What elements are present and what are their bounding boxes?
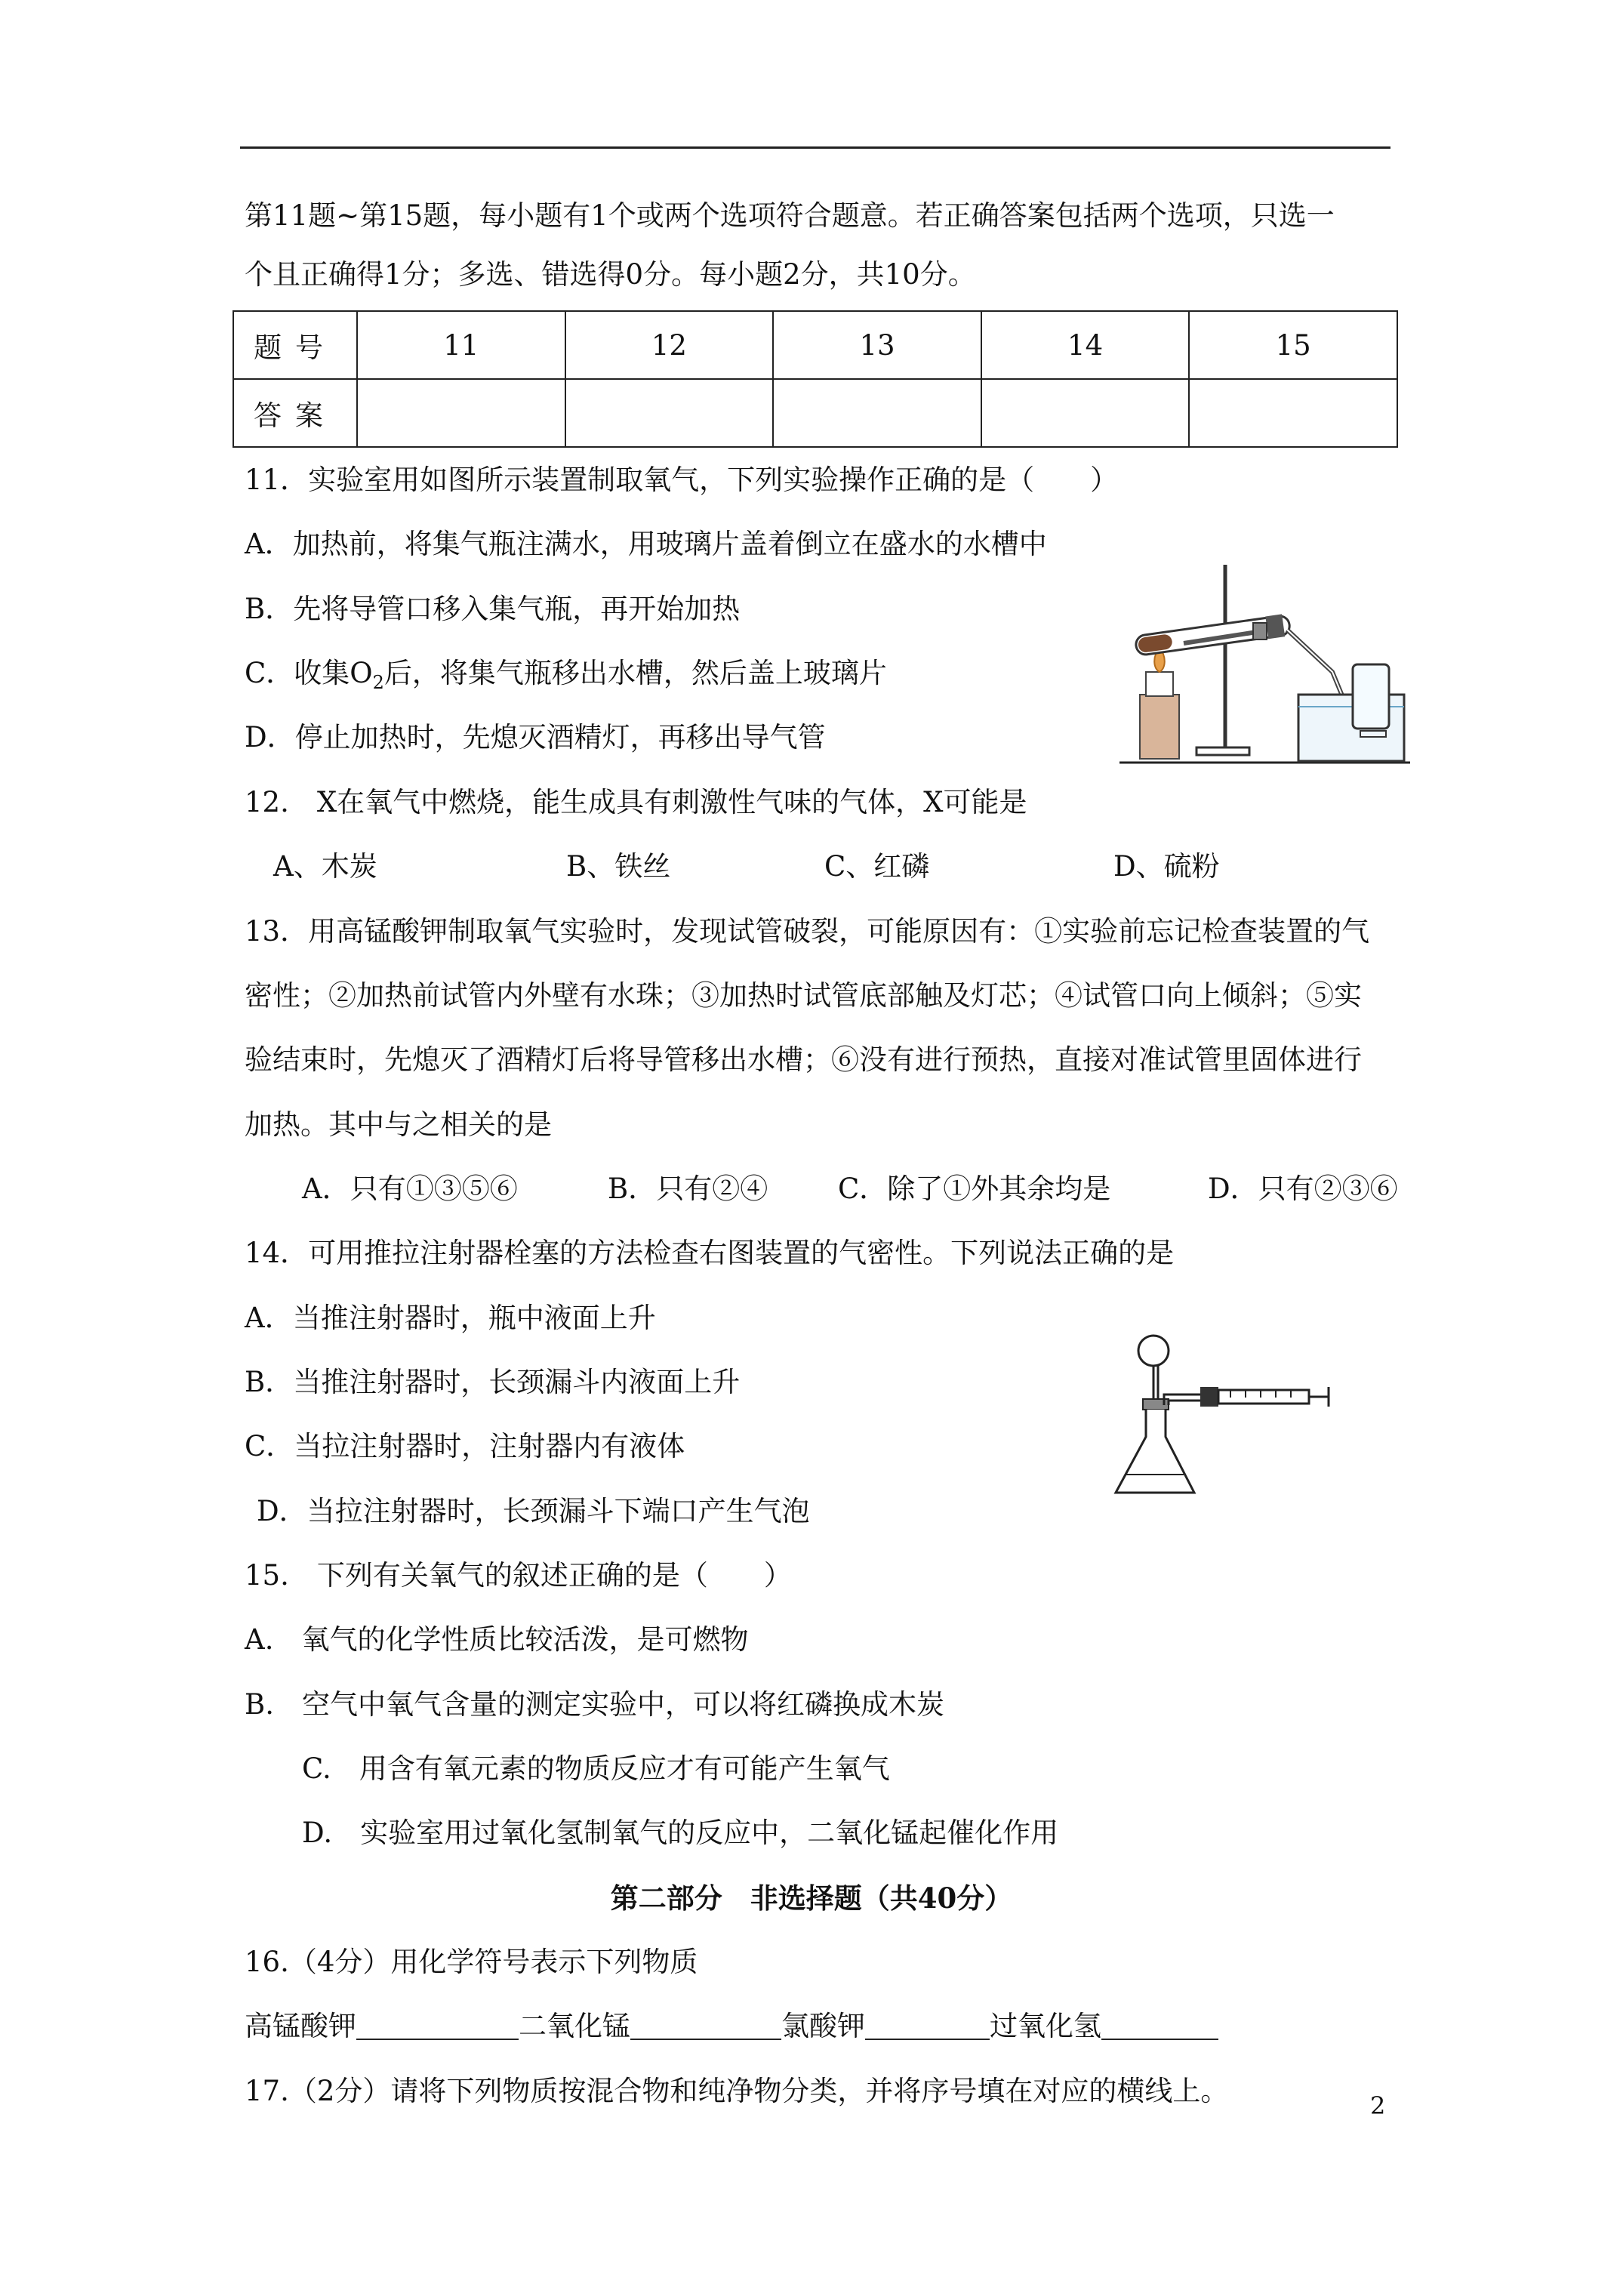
- q13-option-c: C．除了①外其余均是: [838, 1173, 1111, 1205]
- q12-option-b: B、铁丝: [566, 850, 671, 883]
- q11-stem: 11．实验室用如图所示装置制取氧气，下列实验操作正确的是（ ）: [245, 464, 1119, 496]
- q16-blank-2[interactable]: [630, 2010, 781, 2040]
- answer-table: [233, 310, 1398, 448]
- table-col-14: 14: [981, 311, 1190, 379]
- q15-stem: 15. 下列有关氧气的叙述正确的是（ ）: [245, 1559, 792, 1592]
- q13-line-2: 密性；②加热前试管内外壁有水珠；③加热时试管底部触及灯芯；④试管口向上倾斜；⑤实: [245, 979, 1362, 1012]
- table-header-answer: 答案: [233, 379, 357, 447]
- q16-stem: 16.（4分）用化学符号表示下列物质: [245, 1946, 698, 1978]
- table-header-number: 题号: [233, 311, 357, 379]
- q14-option-d: D．当拉注射器时，长颈漏斗下端口产生气泡: [257, 1495, 810, 1527]
- q16-blank-1[interactable]: [356, 2010, 519, 2040]
- q12-option-d: D、硫粉: [1113, 850, 1220, 883]
- table-col-15: 15: [1189, 311, 1397, 379]
- q13-line-1: 13．用高锰酸钾制取氧气实验时，发现试管破裂，可能原因有：①实验前忘记检查装置的气: [245, 915, 1370, 948]
- q16-item-4: 过氧化氢: [990, 2010, 1101, 2042]
- table-col-13: 13: [773, 311, 981, 379]
- answer-cell-13[interactable]: [773, 379, 981, 447]
- q11-option-a: A．加热前，将集气瓶注满水，用玻璃片盖着倒立在盛水的水槽中: [245, 528, 1047, 560]
- q11-option-b: B．先将导管口移入集气瓶，再开始加热: [245, 593, 741, 625]
- q14-stem: 14．可用推拉注射器栓塞的方法检查右图装置的气密性。下列说法正确的是: [245, 1237, 1175, 1269]
- table-col-12: 12: [565, 311, 774, 379]
- answer-table-number-row: [233, 311, 1397, 379]
- q11-option-c: C．收集$O_2$后，将集气瓶移出水槽，然后盖上玻璃片: [245, 657, 887, 693]
- q15-option-b: B. 空气中氧气含量的测定实验中，可以将红磷换成木炭: [245, 1688, 944, 1721]
- q14-option-b: B．当推注射器时，长颈漏斗内液面上升: [245, 1366, 741, 1398]
- answer-cell-15[interactable]: [1189, 379, 1397, 447]
- q13-option-d: D．只有②③⑥: [1208, 1173, 1398, 1205]
- q15-option-d: D. 实验室用过氧化氢制氧气的反应中，二氧化锰起催化作用: [302, 1817, 1059, 1849]
- answer-table-answer-row: [233, 379, 1397, 447]
- q12-option-c: C、红磷: [824, 850, 930, 883]
- q15-option-c: C. 用含有氧元素的物质反应才有可能产生氧气: [302, 1752, 890, 1785]
- q16-blank-3[interactable]: [865, 2010, 990, 2040]
- syringe-airtightness-figure: [1110, 1333, 1344, 1502]
- q15-option-a: A. 氧气的化学性质比较活泼，是可燃物: [245, 1623, 749, 1656]
- q14-option-c: C．当拉注射器时，注射器内有液体: [245, 1430, 685, 1462]
- header-rule: [240, 146, 1390, 149]
- q13-option-b: B．只有②④: [608, 1173, 768, 1205]
- q14-option-a: A．当推注射器时，瓶中液面上升: [245, 1302, 656, 1334]
- part2-title: 第二部分 非选择题（共40分）: [610, 1881, 1013, 1915]
- answer-cell-12[interactable]: [565, 379, 774, 447]
- q16-item-1: 高锰酸钾: [245, 2010, 356, 2042]
- q11-option-d: D．停止加热时，先熄灭酒精灯，再移出导气管: [245, 721, 826, 754]
- q12-stem: 12. X在氧气中燃烧，能生成具有刺激性气味的气体，X可能是: [245, 786, 1027, 818]
- q13-line-3: 验结束时，先熄灭了酒精灯后将导管移出水槽；⑥没有进行预热，直接对准试管里固体进行: [245, 1043, 1362, 1076]
- q13-line-4: 加热。其中与之相关的是: [245, 1108, 552, 1141]
- q17-stem: 17.（2分）请将下列物质按混合物和纯净物分类，并将序号填在对应的横线上。: [245, 2075, 1229, 2107]
- page-number: 2: [1370, 2091, 1386, 2120]
- instruction-line-2: 个且正确得1分；多选、错选得0分。每小题2分，共10分。: [245, 258, 976, 291]
- q12-option-a: A、木炭: [273, 850, 377, 883]
- q13-option-a: A．只有①③⑤⑥: [302, 1173, 518, 1205]
- q16-fill-line: [245, 2008, 1218, 2045]
- q16-item-3: 氯酸钾: [781, 2010, 865, 2042]
- table-col-11: 11: [357, 311, 565, 379]
- q16-item-2: 二氧化锰: [519, 2010, 630, 2042]
- instruction-line-1: 第11题~第15题，每小题有1个或两个选项符合题意。若正确答案包括两个选项，只选一: [245, 199, 1335, 232]
- answer-cell-11[interactable]: [357, 379, 565, 447]
- answer-cell-14[interactable]: [981, 379, 1190, 447]
- q16-blank-4[interactable]: [1101, 2010, 1218, 2040]
- oxygen-collection-apparatus-figure: [1117, 559, 1412, 766]
